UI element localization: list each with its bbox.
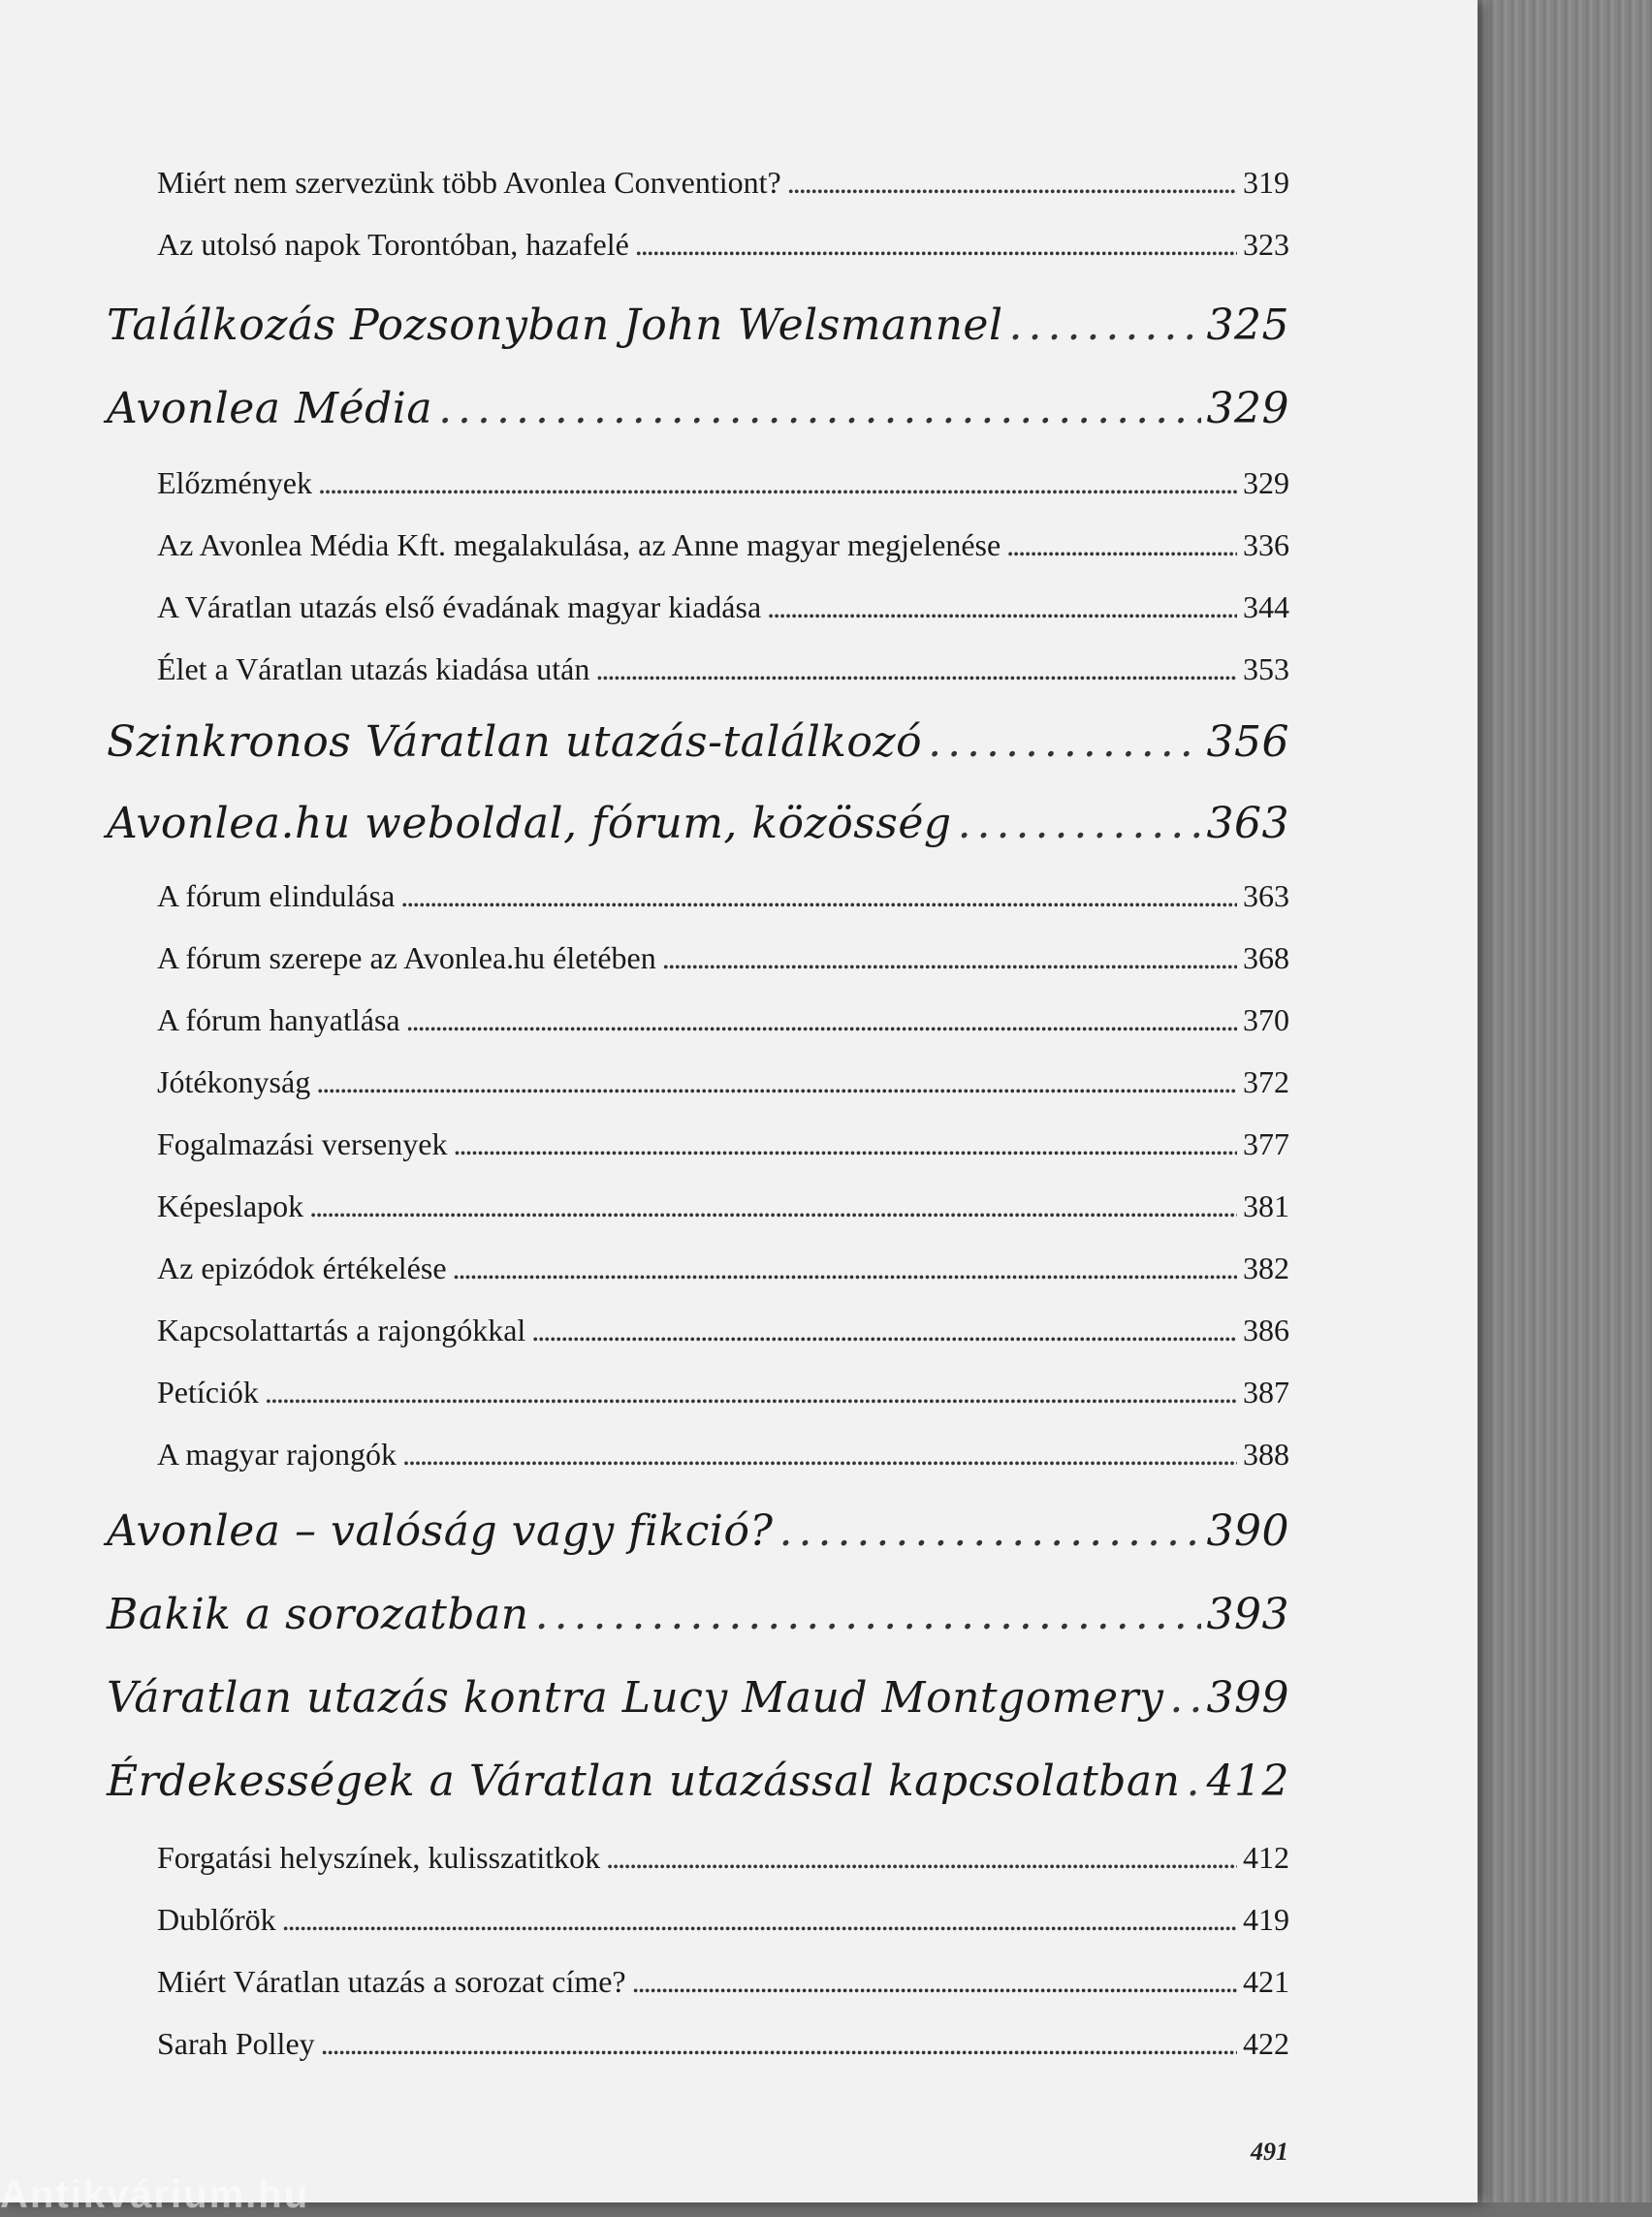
dot-leader (606, 1840, 1237, 1876)
toc-chapter-page: 363 (1206, 799, 1289, 848)
toc-entry-page: 329 (1243, 465, 1289, 500)
toc-entry-title: Miért Váratlan utazás a sorozat címe? (157, 1964, 626, 1999)
dot-leader (321, 2026, 1237, 2062)
toc-entry-title: Jótékonyság (157, 1064, 311, 1099)
toc-entry-page: 372 (1243, 1064, 1289, 1099)
toc-entry (107, 465, 1289, 501)
toc-chapter-title: Avonlea.hu weboldal, fórum, közösség (107, 799, 952, 848)
toc-chapter-page: 390 (1206, 1506, 1289, 1556)
toc-entry-page: 382 (1243, 1251, 1289, 1285)
dot-leader (318, 465, 1237, 501)
toc-entry-title: Az utolsó napok Torontóban, hazafelé (157, 227, 629, 262)
toc-entry-title: Dublőrök (157, 1902, 276, 1937)
toc-entry-title: A fórum elindulása (157, 878, 396, 913)
toc-chapter (107, 1590, 1289, 1639)
dot-leader (1169, 1673, 1200, 1723)
toc-chapter-page: 356 (1206, 717, 1289, 767)
toc-entry (107, 1375, 1289, 1410)
toc-entry-title: A fórum szerepe az Avonlea.hu életében (157, 940, 656, 975)
toc-entry (107, 1964, 1289, 2000)
toc-entry-page: 422 (1243, 2026, 1289, 2061)
toc-entry (107, 165, 1289, 201)
toc-entry-title: Fogalmazási versenyek (157, 1126, 448, 1161)
toc-entry-page: 323 (1243, 227, 1289, 262)
toc-entry (107, 1437, 1289, 1473)
toc-entry (107, 1902, 1289, 1938)
dot-leader (453, 1126, 1237, 1162)
dot-leader (265, 1375, 1237, 1410)
toc-entry-title: Sarah Polley (157, 2026, 315, 2061)
toc-entry (107, 1251, 1289, 1286)
toc-chapter-page: 412 (1206, 1757, 1289, 1806)
toc-entry (107, 527, 1289, 563)
toc-entry-page: 412 (1243, 1840, 1289, 1875)
toc-entry (107, 1126, 1289, 1162)
dot-leader (767, 589, 1237, 625)
dot-leader (406, 1002, 1237, 1038)
toc-entry-page: 386 (1243, 1313, 1289, 1347)
toc-entry-title: Forgatási helyszínek, kulisszatitkok (157, 1840, 601, 1875)
toc-entry-page: 381 (1243, 1188, 1289, 1223)
toc-chapter-page: 329 (1206, 384, 1289, 433)
toc-entry (107, 1002, 1289, 1038)
toc-chapter (107, 301, 1289, 350)
dot-leader (928, 717, 1200, 767)
dot-leader (632, 1964, 1237, 2000)
watermark-text: Antikvárium.hu (0, 2173, 310, 2216)
toc-entry-page: 363 (1243, 878, 1289, 913)
toc-chapter-title: Avonlea Média (107, 384, 433, 433)
toc-entry (107, 1064, 1289, 1100)
toc-entry (107, 940, 1289, 976)
toc-entry-title: Kapcsolattartás a rajongókkal (157, 1313, 526, 1347)
toc-entry (107, 1313, 1289, 1348)
toc-entry-title: Az epizódok értékelése (157, 1251, 447, 1285)
dot-leader (309, 1188, 1237, 1224)
toc-entry-title: Előzmények (157, 465, 312, 500)
dot-leader (438, 384, 1200, 433)
toc-chapter-page: 325 (1206, 301, 1289, 350)
dot-leader (779, 1506, 1201, 1556)
dot-leader (453, 1251, 1237, 1286)
dot-leader (635, 227, 1237, 263)
page-number: 491 (1251, 2138, 1288, 2166)
toc-entry-title: Miért nem szervezünk több Avonlea Conventiont? (157, 165, 781, 200)
toc-entry-title: Képeslapok (157, 1188, 304, 1223)
dot-leader (662, 940, 1237, 976)
toc-entry (107, 227, 1289, 263)
toc-chapter (107, 717, 1289, 767)
toc-entry-page: 368 (1243, 940, 1289, 975)
toc-entry (107, 1840, 1289, 1876)
dot-leader (402, 1437, 1237, 1473)
dot-leader (316, 1064, 1237, 1100)
toc-entry-title: A magyar rajongók (157, 1437, 397, 1472)
toc-entry-title: Petíciók (157, 1375, 259, 1409)
toc-entry (107, 589, 1289, 625)
toc-entry-page: 370 (1243, 1002, 1289, 1037)
toc-chapter-page: 393 (1206, 1590, 1289, 1639)
toc-entry-page: 377 (1243, 1126, 1289, 1161)
dot-leader (531, 1313, 1237, 1348)
dot-leader (787, 165, 1237, 201)
toc-entry-page: 419 (1243, 1902, 1289, 1937)
toc-chapter (107, 384, 1289, 433)
toc-chapter-page: 399 (1206, 1673, 1289, 1723)
toc-entry-page: 388 (1243, 1437, 1289, 1472)
toc-entry-page: 387 (1243, 1375, 1289, 1409)
dot-leader (1187, 1757, 1201, 1806)
dot-leader (282, 1902, 1237, 1938)
dot-leader (400, 878, 1237, 914)
toc-entry-page: 421 (1243, 1964, 1289, 1999)
toc-entry-title: A fórum hanyatlása (157, 1002, 400, 1037)
toc-chapter-title: Találkozás Pozsonyban John Welsmannel (107, 301, 1003, 350)
toc-chapter-title: Avonlea – valóság vagy fikció? (107, 1506, 774, 1556)
toc-entry (107, 1188, 1289, 1224)
toc-chapter-title: Szinkronos Váratlan utazás-találkozó (107, 717, 923, 767)
toc-entry-title: A Váratlan utazás első évadának magyar kiadása (157, 589, 762, 624)
toc-chapter (107, 1673, 1289, 1723)
toc-chapter-title: Bakik a sorozatban (107, 1590, 529, 1639)
dot-leader (535, 1590, 1201, 1639)
toc-entry (107, 651, 1289, 687)
toc-entry-page: 319 (1243, 165, 1289, 200)
toc-chapter (107, 799, 1289, 848)
toc-entry-page: 344 (1243, 589, 1289, 624)
toc-entry (107, 2026, 1289, 2062)
toc-chapter-title: Váratlan utazás kontra Lucy Maud Montgomery (107, 1673, 1164, 1723)
dot-leader (1006, 527, 1237, 563)
dot-leader (595, 651, 1237, 687)
toc-entry-title: Az Avonlea Média Kft. megalakulása, az Anne magyar megjelenése (157, 527, 1001, 562)
toc-chapter-title: Érdekességek a Váratlan utazással kapcsolatban (107, 1757, 1181, 1806)
toc-entry-page: 336 (1243, 527, 1289, 562)
dot-leader (1009, 301, 1201, 350)
toc-entry-title: Élet a Váratlan utazás kiadása után (157, 651, 590, 686)
dot-leader (958, 799, 1201, 848)
toc-entry (107, 878, 1289, 914)
toc-chapter (107, 1757, 1289, 1806)
toc-chapter (107, 1506, 1289, 1556)
toc-entry-page: 353 (1243, 651, 1289, 686)
